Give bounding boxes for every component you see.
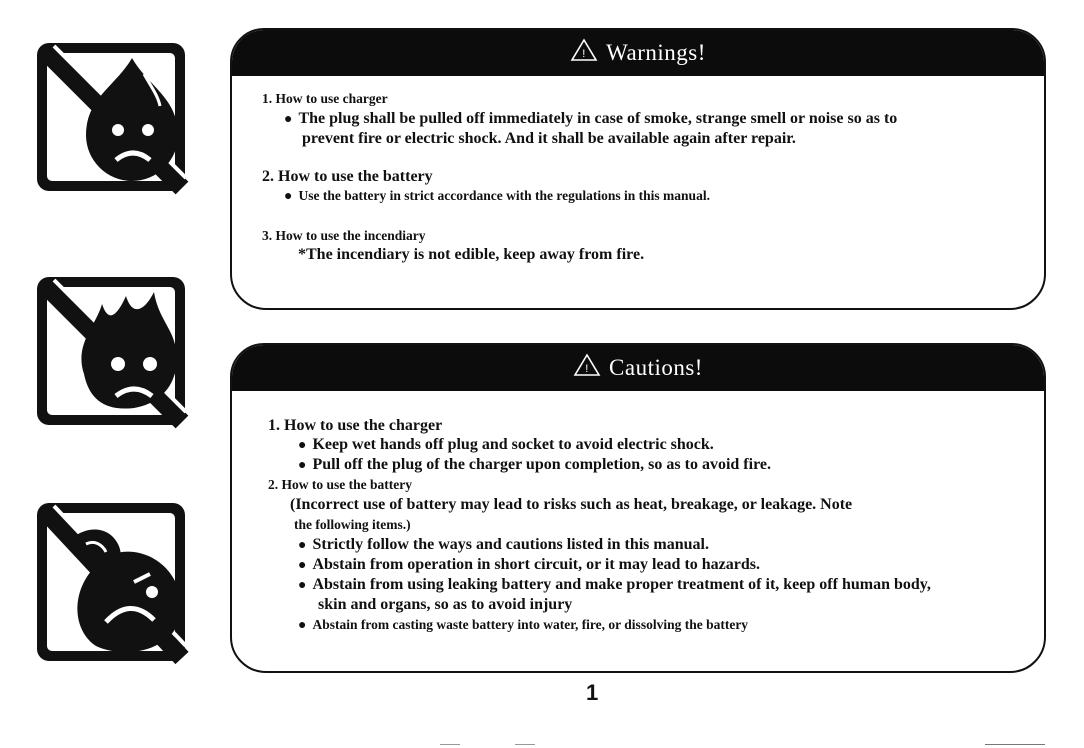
cautions-panel — [230, 343, 1046, 673]
no-water-icon — [34, 40, 192, 198]
warnings-section-3-note: *The incendiary is not edible, keep away from fire. — [298, 246, 645, 263]
warnings-panel — [230, 28, 1046, 310]
warnings-section-2-bullet-1: ● Use the battery in strict accordance with the regulations in this manual. — [284, 187, 710, 206]
cautions-section-2-bullet-3: ● Abstain from using leaking battery and make proper treatment of it, keep off human body, — [298, 576, 931, 595]
cautions-section-1-bullet-1: ● Keep wet hands off plug and socket to avoid electric shock. — [298, 436, 714, 455]
page-number: 1 — [586, 680, 599, 705]
warnings-section-3-heading: 3. How to use the incendiary — [262, 228, 426, 243]
cautions-section-1-heading: 1. How to use the charger — [268, 417, 443, 434]
cautions-section-2-bullet-1: ● Strictly follow the ways and cautions listed in this manual. — [298, 536, 709, 555]
cautions-title: Cautions! — [609, 355, 703, 380]
cautions-section-2-bullet-3-cont: skin and organs, so as to avoid injury — [318, 596, 573, 613]
no-fire-icon — [34, 274, 192, 432]
warnings-section-1-heading: 1. How to use charger — [262, 91, 388, 106]
cautions-section-1-bullet-2: ● Pull off the plug of the charger upon completion, so as to avoid fire. — [298, 456, 771, 475]
cautions-section-2-bullet-4: ● Abstain from casting waste battery into water, fire, or dissolving the battery — [298, 616, 748, 635]
warnings-section-2-heading: 2. How to use the battery — [262, 168, 433, 185]
cautions-section-2-heading: 2. How to use the battery — [268, 477, 412, 492]
cautions-section-2-note: (Incorrect use of battery may lead to risks such as heat, breakage, or leakage. Note — [290, 496, 853, 513]
warnings-section-1-bullet-1: ● The plug shall be pulled off immediately in case of smoke, strange smell or noise so as to — [284, 110, 897, 129]
no-eating-icon — [34, 500, 192, 664]
svg-text:!: ! — [582, 48, 586, 60]
scan-artifact — [985, 744, 1045, 745]
svg-text:!: ! — [585, 363, 589, 375]
cautions-section-2-bullet-2: ● Abstain from operation in short circuit, or it may lead to hazards. — [298, 556, 760, 575]
scan-artifact — [515, 744, 535, 745]
cautions-section-2-note-cont: the following items.) — [294, 517, 411, 532]
warnings-title: Warnings! — [606, 40, 706, 65]
warnings-section-1-bullet-1-cont: prevent fire or electric shock. And it shall be available again after repair. — [302, 130, 796, 147]
scan-artifact — [440, 744, 460, 745]
